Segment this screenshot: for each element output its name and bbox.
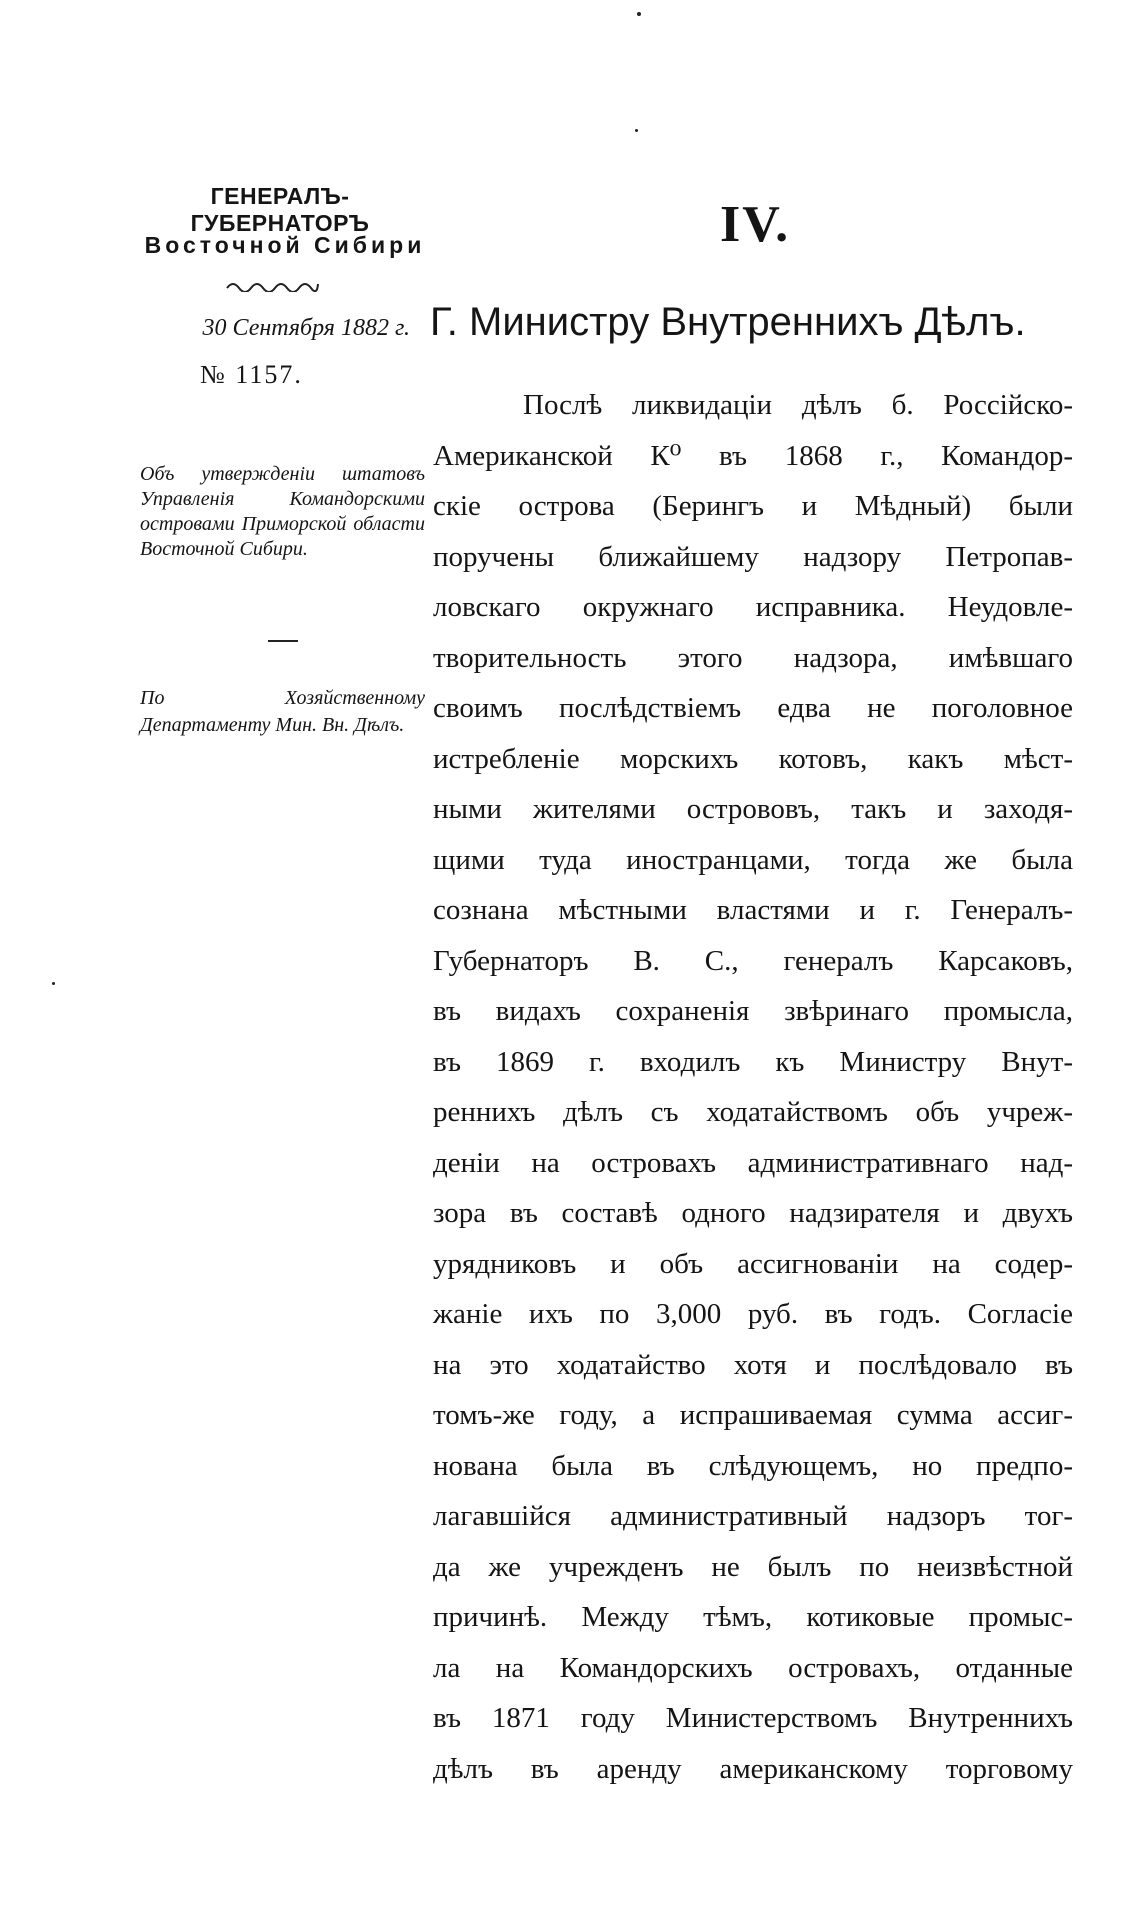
body-line: на это ходатайство хотя и послѣдовало въ xyxy=(433,1348,1073,1381)
letter-body xyxy=(433,380,1073,1794)
letter-date: 30 Сентября 1882 г. xyxy=(202,315,410,341)
body-line: томъ-же году, а испрашиваемая сумма ассиг- xyxy=(433,1399,1073,1431)
addressee-heading: Г. Министру Внутреннихъ Дѣлъ. xyxy=(430,300,1026,344)
print-speck xyxy=(52,982,55,985)
body-line: нована была въ слѣдующемъ, но предпо- xyxy=(433,1449,1073,1482)
body-line: поручены ближайшему надзору Петропав- xyxy=(433,540,1073,573)
body-line: въ 1871 году Министерствомъ Внутреннихъ xyxy=(433,1702,1073,1734)
section-number: IV. xyxy=(720,196,791,253)
sender-title: ГЕНЕРАЛЪ-ГУБЕРНАТОРЪ xyxy=(190,183,370,236)
sender-region: Восточной Сибири xyxy=(144,232,426,258)
body-line: дѣлъ въ аренду американскому торговому xyxy=(433,1752,1073,1785)
body-line: своимъ послѣдствіемъ едва не поголовное xyxy=(433,692,1073,724)
body-line: лагавшійся административный надзоръ тог- xyxy=(433,1500,1073,1532)
print-speck xyxy=(637,12,641,16)
body-line: Губернаторъ В. С., генералъ Карсаковъ, xyxy=(433,944,1073,977)
body-line: щими туда иностранцами, тогда же была xyxy=(433,843,1073,876)
body-line: причинѣ. Между тѣмъ, котиковые промыс- xyxy=(433,1601,1073,1633)
body-line: въ 1869 г. входилъ къ Министру Внут- xyxy=(433,1045,1073,1078)
body-line: зора въ составѣ одного надзирателя и двухъ xyxy=(433,1197,1073,1229)
body-line: реннихъ дѣлъ съ ходатайствомъ объ учреж- xyxy=(433,1096,1073,1128)
body-line: Послѣ ликвидаціи дѣлъ б. Россійско- xyxy=(523,389,1073,421)
body-line: скіе острова (Берингъ и Мѣдный) были xyxy=(433,490,1073,522)
body-line: урядниковъ и объ ассигнованіи на содер- xyxy=(433,1247,1073,1280)
body-line: ными жителями острововъ, такъ и заходя- xyxy=(433,793,1073,825)
body-line: ловскаго окружнаго исправника. Неудовле- xyxy=(433,591,1073,623)
body-line: въ видахъ сохраненія звѣринаго промысла, xyxy=(433,995,1073,1027)
body-line: да же учрежденъ не былъ по неизвѣстной xyxy=(433,1550,1073,1583)
body-line: Американской К⁰ въ 1868 г., Командор- xyxy=(433,439,1073,472)
letter-department: По Хозяйственному Департаменту Мин. Вн. Дѣлъ. xyxy=(140,687,425,736)
print-speck xyxy=(635,129,638,132)
ornamental-flourish xyxy=(225,278,320,292)
body-line: деніи на островахъ административнаго над- xyxy=(433,1146,1073,1179)
separator-dash xyxy=(268,640,298,642)
body-line: истребленіе морскихъ котовъ, какъ мѣст- xyxy=(433,742,1073,775)
body-line: сознана мѣстными властями и г. Генералъ- xyxy=(433,894,1073,926)
body-line: творительность этого надзора, имѣвшаго xyxy=(433,641,1073,674)
body-line: жаніе ихъ по 3,000 руб. въ годъ. Согласіе xyxy=(433,1298,1073,1330)
body-line: ла на Командорскихъ островахъ, отданные xyxy=(433,1651,1073,1684)
letter-subject: Объ утвержденіи штатовъ Управленія Командорскими островами Приморской области Восточной Сибири. xyxy=(140,463,425,560)
letter-number: № 1157. xyxy=(200,360,303,389)
